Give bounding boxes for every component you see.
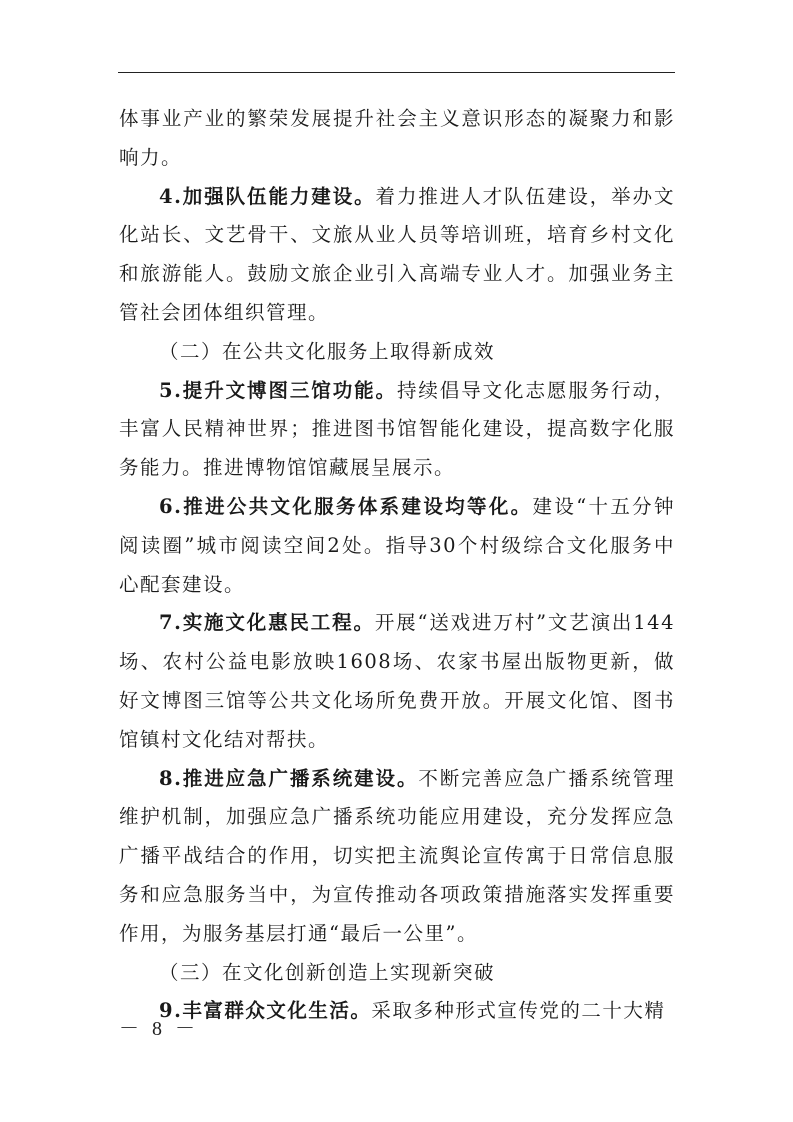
paragraph-item-6 — [119, 488, 675, 604]
item-text: 采取多种形式宣传党的二十大精 — [371, 999, 666, 1023]
paragraph-item-5 — [119, 372, 675, 488]
paragraph-item-8 — [119, 760, 675, 954]
paragraph-continuation: 体事业产业的繁荣发展提升社会主义意识形态的凝聚力和影响力。 — [119, 107, 675, 169]
item-lead: 5.提升文博图三馆功能。 — [159, 378, 397, 402]
item-text: 持续倡导文化志愿服务行动，丰富人民精神世界；推进图书馆智能化建设，提高数字化服务能力。推进博物馆馆藏展呈展示。 — [119, 378, 675, 480]
paragraph-item-4 — [119, 178, 675, 333]
header-rule — [118, 72, 675, 73]
page-number: － 8 － — [119, 1018, 199, 1040]
paragraph-item-7 — [119, 604, 675, 759]
item-lead: 8.推进应急广播系统建设。 — [159, 766, 419, 790]
item-text: 建设“十五分钟阅读圈”城市阅读空间2处。指导30个村级综合文化服务中心配套建设。 — [119, 494, 675, 596]
item-lead: 4.加强队伍能力建设。 — [159, 184, 376, 208]
item-lead: 7.实施文化惠民工程。 — [159, 611, 375, 635]
document-body — [119, 100, 675, 1031]
section-heading-2: （二）在公共文化服务上取得新成效 — [159, 339, 496, 363]
item-text: 不断完善应急广播系统管理维护机制，加强应急广播系统功能应用建设，充分发挥应急广播平战结合的作用，切实把主流舆论宣传寓于日常信息服务和应急服务当中，为宣传推动各项政策措施落实发挥重要作用，为服务基层打通“最后一公里”。 — [119, 766, 675, 945]
item-lead: 9.丰富群众文化生活。 — [159, 999, 372, 1023]
paragraph-item-9 — [119, 992, 675, 1031]
item-lead: 6.推进公共文化服务体系建设均等化。 — [159, 494, 533, 518]
item-text: 开展“送戏进万村”文艺演出144场、农村公益电影放映1608场、农家书屋出版物更新，做好文博图三馆等公共文化场所免费开放。开展文化馆、图书馆镇村文化结对帮扶。 — [119, 611, 675, 751]
item-text: 着力推进人才队伍建设，举办文化站长、文艺骨干、文旅从业人员等培训班，培育乡村文化和旅游能人。鼓励文旅企业引入高端专业人才。加强业务主管社会团体组织管理。 — [119, 184, 675, 324]
section-heading-3: （三）在文化创新创造上实现新突破 — [159, 960, 496, 984]
